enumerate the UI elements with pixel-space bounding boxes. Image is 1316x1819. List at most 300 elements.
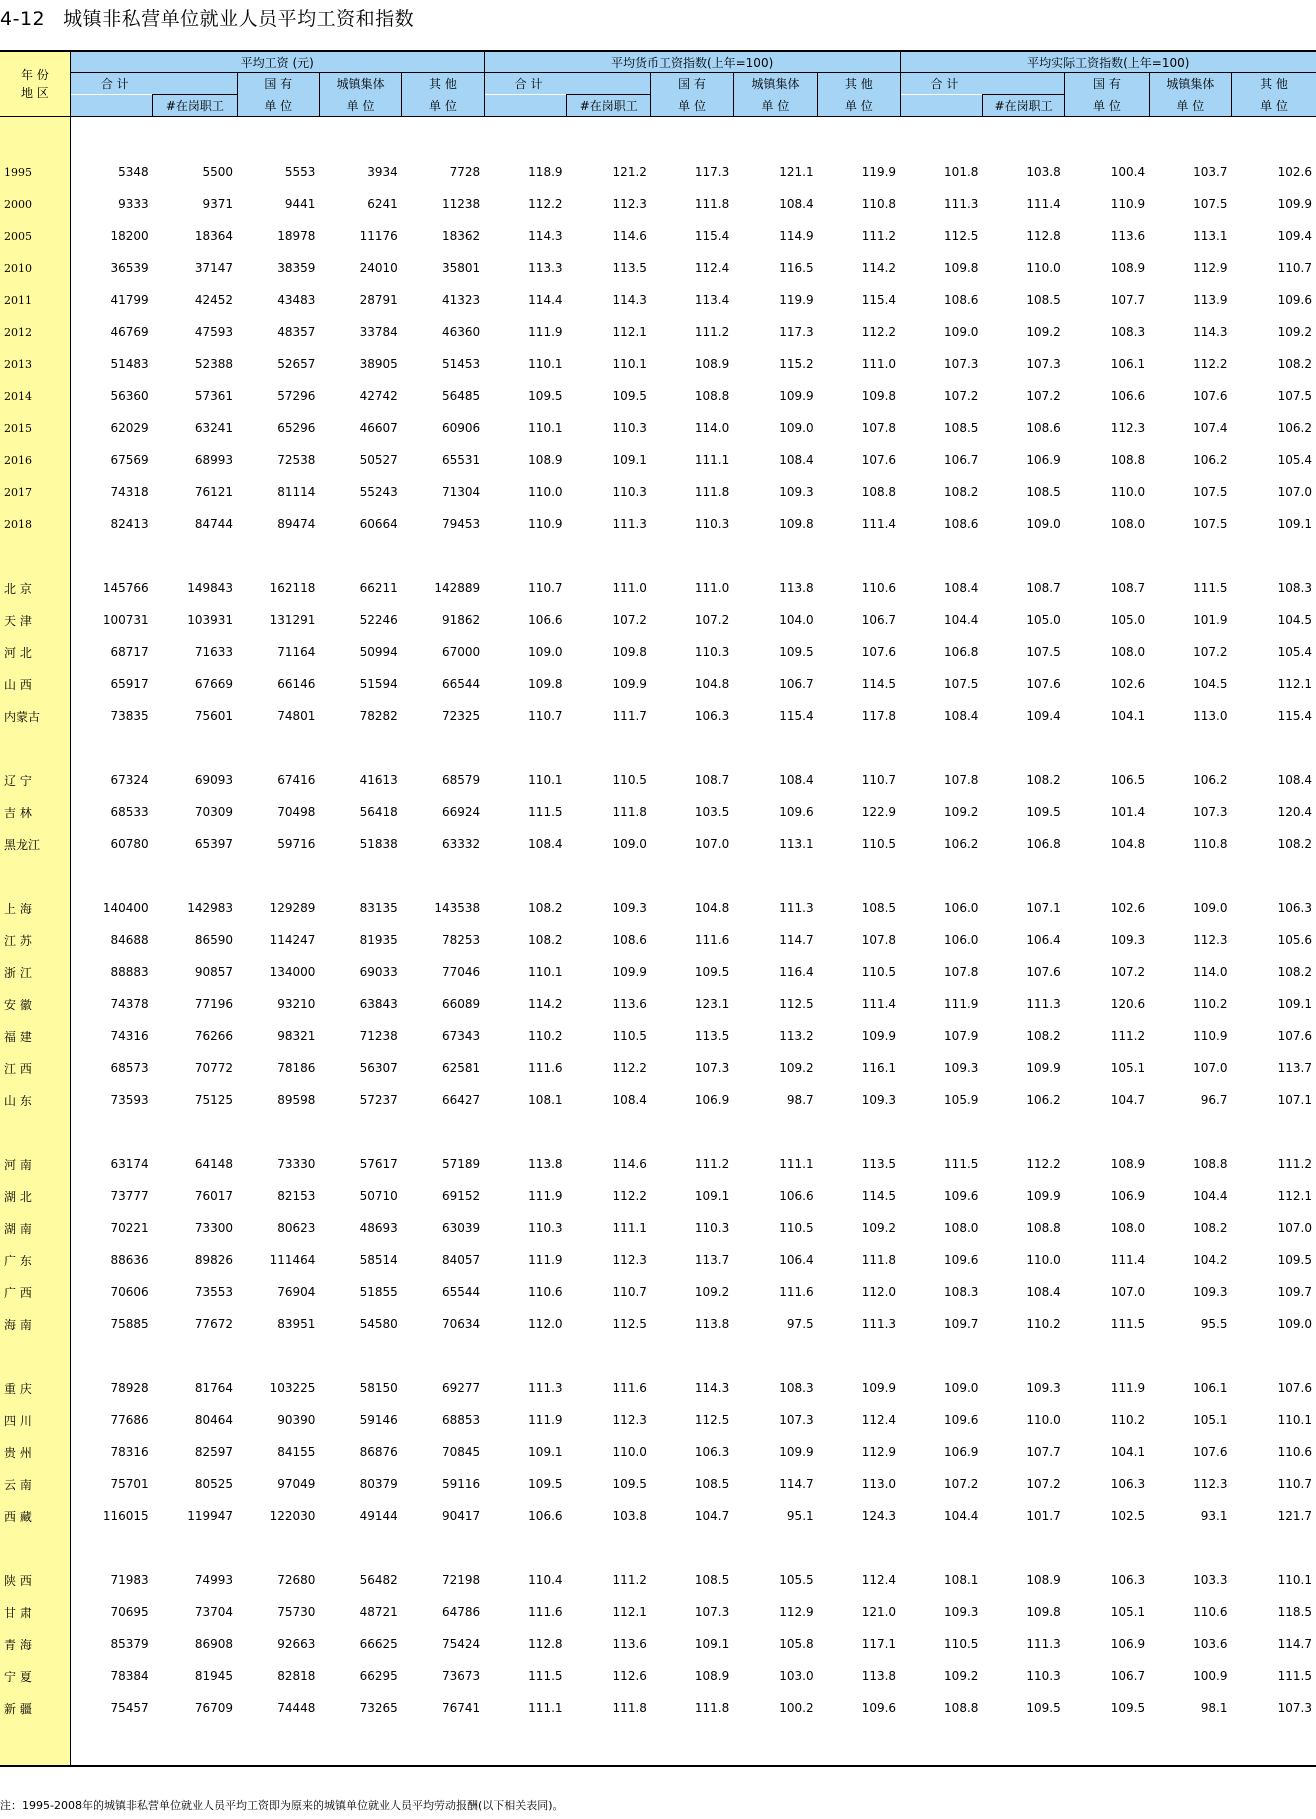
table-cell: 100.2 [779, 1701, 814, 1715]
table-cell: 59146 [359, 1413, 398, 1427]
table-cell: 113.1 [779, 837, 814, 851]
table-cell: 108.6 [944, 517, 979, 531]
table-cell: 109.6 [944, 1253, 979, 1267]
table-top-spacer [0, 117, 1316, 157]
table-cell: 112.1 [612, 1605, 647, 1619]
table-cell: 83135 [359, 901, 398, 915]
table-cell: 80464 [194, 1413, 234, 1427]
table-row [0, 508, 1316, 540]
table-cell: 103.8 [1026, 165, 1061, 179]
table-row [0, 1308, 1316, 1340]
group-separator [0, 540, 1316, 572]
table-cell: 109.8 [779, 517, 814, 531]
table-cell: 112.2 [612, 1189, 647, 1203]
table-cell: 104.7 [694, 1509, 730, 1523]
table-cell: 76017 [194, 1189, 234, 1203]
table-cell: 107.3 [1277, 1701, 1312, 1715]
table-cell: 58514 [359, 1253, 398, 1267]
table-cell: 78253 [441, 933, 481, 947]
table-cell: 109.9 [612, 677, 647, 691]
table-cell: 104.4 [944, 613, 979, 627]
table-cell: 108.9 [1110, 261, 1146, 275]
table-cell: 11176 [359, 229, 398, 243]
row-label: 广 东 [0, 1244, 70, 1276]
table-cell: 106.0 [944, 933, 979, 947]
table-cell: 74318 [110, 485, 149, 499]
table-cell: 82153 [277, 1189, 316, 1203]
table-cell: 113.6 [1110, 229, 1146, 243]
table-cell: 78316 [110, 1445, 149, 1459]
row-label: 山 西 [0, 668, 70, 700]
table-cell: 145766 [102, 581, 149, 595]
table-cell: 97049 [277, 1477, 316, 1491]
table-cell: 110.7 [528, 581, 563, 595]
row-label: 青 海 [0, 1628, 70, 1660]
table-cell: 66089 [441, 997, 481, 1011]
table-cell: 63039 [441, 1221, 481, 1235]
table-cell: 73593 [110, 1093, 149, 1107]
table-cell: 121.7 [1277, 1509, 1312, 1523]
row-label: 福 建 [0, 1020, 70, 1052]
table-cell: 109.1 [694, 1189, 730, 1203]
table-cell: 108.4 [528, 837, 563, 851]
table-cell: 80525 [194, 1477, 234, 1491]
table-cell: 9333 [118, 197, 149, 211]
table-cell: 105.4 [1277, 453, 1312, 467]
table-cell: 115.2 [779, 357, 814, 371]
table-cell: 86908 [194, 1637, 234, 1651]
table-row [0, 1564, 1316, 1596]
table-cell: 104.4 [1193, 1189, 1228, 1203]
table-cell: 75125 [194, 1093, 234, 1107]
row-label: 2005 [0, 220, 70, 252]
table-cell: 113.4 [694, 293, 730, 307]
avg-wage-group-header: 平均工资 (元) [70, 51, 484, 73]
table-cell: 108.2 [1026, 773, 1061, 787]
table-cell: 113.8 [528, 1157, 563, 1171]
table-cell: 108.4 [944, 581, 979, 595]
table-cell: 51838 [359, 837, 398, 851]
table-cell: 111.3 [861, 1317, 897, 1331]
table-cell: 110.5 [861, 837, 897, 851]
table-row [0, 1148, 1316, 1180]
table-cell: 110.7 [1277, 261, 1312, 275]
table-cell: 66924 [441, 805, 481, 819]
table-cell: 129289 [269, 901, 316, 915]
table-cell: 108.5 [694, 1477, 730, 1491]
table-cell: 110.0 [1026, 1413, 1061, 1427]
table-cell: 109.9 [612, 965, 647, 979]
table-cell: 108.4 [944, 709, 979, 723]
table-cell: 114.4 [528, 293, 563, 307]
table-cell: 74801 [277, 709, 316, 723]
table-cell: 110.3 [694, 517, 730, 531]
table-cell: 107.3 [694, 1061, 730, 1075]
table-cell: 51483 [110, 357, 149, 371]
table-cell: 84744 [194, 517, 234, 531]
table-row [0, 796, 1316, 828]
table-cell: 108.2 [1026, 1029, 1061, 1043]
table-cell: 108.2 [528, 933, 563, 947]
table-cell: 104.1 [1110, 1445, 1146, 1459]
table-cell: 110.3 [694, 1221, 730, 1235]
table-cell: 111.2 [694, 325, 730, 339]
table-cell: 110.3 [1026, 1669, 1061, 1683]
table-cell: 112.3 [612, 1413, 647, 1427]
table-cell: 90417 [441, 1509, 481, 1523]
avg-wage-state-header: 国 有 [237, 73, 319, 95]
table-cell: 95.5 [1200, 1317, 1228, 1331]
table-cell: 90390 [277, 1413, 316, 1427]
table-cell: 111.3 [779, 901, 814, 915]
table-cell: 38905 [359, 357, 398, 371]
table-cell: 110.2 [528, 1029, 563, 1043]
table-cell: 110.5 [612, 773, 647, 787]
row-label: 陕 西 [0, 1564, 70, 1596]
table-cell: 108.8 [1110, 453, 1146, 467]
table-cell: 81114 [277, 485, 316, 499]
table-cell: 112.6 [612, 1669, 647, 1683]
table-cell: 79453 [441, 517, 481, 531]
table-row [0, 380, 1316, 412]
table-cell: 101.4 [1110, 805, 1146, 819]
table-cell: 68993 [194, 453, 234, 467]
table-cell: 106.9 [1026, 453, 1061, 467]
table-cell: 107.0 [694, 837, 730, 851]
table-cell: 108.2 [1277, 965, 1312, 979]
table-cell: 111.6 [694, 933, 730, 947]
table-cell: 109.5 [528, 1477, 563, 1491]
table-cell: 108.7 [1110, 581, 1146, 595]
table-cell: 112.0 [528, 1317, 563, 1331]
table-cell: 112.0 [861, 1285, 897, 1299]
table-cell: 114.2 [528, 997, 563, 1011]
real-index-group-header: 平均实际工资指数(上年=100) [900, 51, 1316, 73]
table-cell: 76904 [277, 1285, 316, 1299]
table-cell: 63174 [110, 1157, 149, 1171]
table-row [0, 348, 1316, 380]
table-cell: 111.7 [612, 709, 647, 723]
table-cell: 110.5 [612, 1029, 647, 1043]
table-cell: 112.2 [1193, 357, 1228, 371]
table-cell: 105.4 [1277, 645, 1312, 659]
table-cell: 107.6 [1277, 1381, 1312, 1395]
table-cell: 70606 [110, 1285, 149, 1299]
table-cell: 65531 [441, 453, 481, 467]
table-cell: 60664 [359, 517, 398, 531]
table-cell: 123.1 [694, 997, 730, 1011]
group-separator [0, 1532, 1316, 1564]
table-cell: 89474 [277, 517, 316, 531]
table-row [0, 1692, 1316, 1724]
table-cell: 109.6 [1277, 293, 1312, 307]
table-cell: 107.2 [944, 389, 979, 403]
table-cell: 46360 [441, 325, 481, 339]
table-cell: 111.8 [861, 1253, 897, 1267]
table-cell: 111.1 [612, 1221, 647, 1235]
table-cell: 109.5 [694, 965, 730, 979]
table-cell: 120.6 [1110, 997, 1146, 1011]
table-cell: 65296 [277, 421, 316, 435]
table-cell: 109.7 [1277, 1285, 1312, 1299]
table-cell: 107.5 [1277, 389, 1312, 403]
table-cell: 142889 [434, 581, 481, 595]
table-cell: 106.4 [1026, 933, 1061, 947]
table-cell: 107.1 [1277, 1093, 1312, 1107]
table-cell: 73553 [194, 1285, 234, 1299]
row-label: 2000 [0, 188, 70, 220]
table-cell: 42742 [359, 389, 398, 403]
table-cell: 50710 [359, 1189, 398, 1203]
row-label: 安 徽 [0, 988, 70, 1020]
table-cell: 108.6 [944, 293, 979, 307]
table-cell: 50994 [359, 645, 398, 659]
table-cell: 88636 [110, 1253, 149, 1267]
table-cell: 71983 [110, 1573, 149, 1587]
table-cell: 110.3 [612, 421, 647, 435]
table-cell: 109.1 [1277, 997, 1312, 1011]
table-cell: 110.5 [861, 965, 897, 979]
table-cell: 113.2 [779, 1029, 814, 1043]
table-cell: 51453 [441, 357, 481, 371]
table-cell: 112.9 [861, 1445, 897, 1459]
table-cell: 66427 [441, 1093, 481, 1107]
table-cell: 88883 [110, 965, 149, 979]
table-cell: 108.4 [612, 1093, 647, 1107]
table-cell: 109.2 [1277, 325, 1312, 339]
table-cell: 106.2 [1026, 1093, 1061, 1107]
table-cell: 73330 [277, 1157, 316, 1171]
table-cell: 108.2 [1277, 837, 1312, 851]
table-cell: 110.1 [528, 965, 563, 979]
table-cell: 63843 [359, 997, 398, 1011]
table-cell: 106.7 [779, 677, 814, 691]
table-cell: 65917 [110, 677, 149, 691]
table-row [0, 1244, 1316, 1276]
table-cell: 56307 [359, 1061, 398, 1075]
table-row [0, 316, 1316, 348]
table-cell: 111.8 [694, 485, 730, 499]
header-row-1 [0, 51, 1316, 73]
nominal-other-header: 其 他 [818, 73, 900, 95]
table-row [0, 764, 1316, 796]
avg-wage-collective-header: 城镇集体 [319, 73, 401, 95]
table-cell: 111.4 [1110, 1253, 1146, 1267]
table-cell: 106.6 [528, 613, 563, 627]
table-cell: 109.9 [861, 1029, 897, 1043]
table-cell: 69152 [441, 1189, 481, 1203]
table-cell: 109.0 [944, 1381, 979, 1395]
table-cell: 107.0 [1277, 1221, 1312, 1235]
table-cell: 107.0 [1110, 1285, 1146, 1299]
table-cell: 41613 [359, 773, 398, 787]
table-cell: 108.1 [528, 1093, 563, 1107]
table-cell: 106.3 [1277, 901, 1312, 915]
table-cell: 111.3 [528, 1381, 563, 1395]
table-cell: 108.3 [779, 1381, 814, 1395]
table-cell: 106.3 [694, 1445, 730, 1459]
table-cell: 106.0 [944, 901, 979, 915]
table-cell: 113.5 [612, 261, 647, 275]
table-row [0, 1468, 1316, 1500]
table-cell: 73673 [441, 1669, 481, 1683]
row-label: 2011 [0, 284, 70, 316]
table-cell: 107.6 [1193, 1445, 1228, 1459]
table-cell: 111.2 [612, 1573, 647, 1587]
table-cell: 108.4 [779, 453, 814, 467]
table-cell: 110.1 [1277, 1413, 1312, 1427]
table-cell: 111.6 [779, 1285, 814, 1299]
table-cell: 84155 [277, 1445, 316, 1459]
table-cell: 114.7 [779, 933, 814, 947]
table-cell: 113.5 [694, 1029, 730, 1043]
table-cell: 104.0 [779, 613, 814, 627]
real-incumbent-header: #在岗职工 [982, 95, 1064, 117]
table-cell: 110.2 [1110, 1413, 1146, 1427]
table-cell: 73835 [110, 709, 149, 723]
table-cell: 65397 [194, 837, 234, 851]
table-cell: 77046 [441, 965, 481, 979]
table-cell: 110.6 [1193, 1605, 1228, 1619]
table-cell: 107.0 [1193, 1061, 1228, 1075]
table-cell: 104.7 [1110, 1093, 1146, 1107]
table-cell: 111.5 [1277, 1669, 1312, 1683]
table-cell: 18978 [277, 229, 316, 243]
table-row [0, 636, 1316, 668]
table-cell: 98321 [277, 1029, 316, 1043]
table-cell: 109.8 [528, 677, 563, 691]
table-cell: 112.4 [861, 1413, 897, 1427]
table-cell: 107.5 [1193, 517, 1228, 531]
table-cell: 112.2 [861, 325, 897, 339]
table-cell: 107.6 [861, 645, 897, 659]
table-cell: 105.5 [779, 1573, 814, 1587]
table-cell: 108.4 [1026, 1285, 1061, 1299]
table-cell: 113.0 [1193, 709, 1228, 723]
table-cell: 112.5 [944, 229, 979, 243]
table-cell: 108.5 [944, 421, 979, 435]
table-cell: 51855 [359, 1285, 398, 1299]
table-cell: 111.4 [861, 997, 897, 1011]
row-label: 云 南 [0, 1468, 70, 1500]
table-cell: 106.2 [944, 837, 979, 851]
table-cell: 110.0 [528, 485, 563, 499]
table-row [0, 412, 1316, 444]
table-cell: 82818 [277, 1669, 316, 1683]
table-cell: 66625 [359, 1637, 398, 1651]
table-cell: 109.2 [1026, 325, 1061, 339]
table-cell: 111.0 [861, 357, 897, 371]
row-label: 四 川 [0, 1404, 70, 1436]
table-cell: 105.9 [944, 1093, 979, 1107]
table-cell: 106.2 [1277, 421, 1312, 435]
table-cell: 86876 [359, 1445, 398, 1459]
table-cell: 73265 [359, 1701, 398, 1715]
table-cell: 106.6 [1110, 389, 1146, 403]
table-cell: 91862 [441, 613, 481, 627]
table-cell: 109.5 [1026, 1701, 1061, 1715]
table-cell: 112.3 [1193, 933, 1228, 947]
table-row [0, 156, 1316, 188]
table-cell: 115.4 [779, 709, 814, 723]
table-cell: 106.7 [861, 613, 897, 627]
table-cell: 36539 [110, 261, 149, 275]
table-cell: 112.4 [694, 261, 730, 275]
table-cell: 107.5 [1026, 645, 1061, 659]
table-cell: 107.2 [944, 1477, 979, 1491]
table-cell: 108.9 [694, 1669, 730, 1683]
table-cell: 111.5 [1110, 1317, 1146, 1331]
table-cell: 118.5 [1277, 1605, 1312, 1619]
row-label: 江 苏 [0, 924, 70, 956]
table-cell: 68533 [110, 805, 149, 819]
table-cell: 101.8 [944, 165, 979, 179]
table-cell: 109.8 [861, 389, 897, 403]
table-cell: 108.2 [944, 485, 979, 499]
table-cell: 104.8 [1110, 837, 1146, 851]
table-cell: 109.5 [1026, 805, 1061, 819]
table-cell: 108.5 [694, 1573, 730, 1587]
table-cell: 113.9 [1193, 293, 1228, 307]
table-cell: 111.4 [1026, 197, 1061, 211]
table-cell: 109.0 [1193, 901, 1228, 915]
table-cell: 143538 [434, 901, 481, 915]
row-label: 2015 [0, 412, 70, 444]
table-cell: 109.7 [944, 1317, 979, 1331]
table-cell: 107.3 [779, 1413, 814, 1427]
table-cell: 77196 [194, 997, 234, 1011]
table-cell: 111.5 [944, 1157, 979, 1171]
table-cell: 109.3 [1193, 1285, 1228, 1299]
table-row [0, 1020, 1316, 1052]
table-cell: 104.5 [1193, 677, 1228, 691]
table-cell: 70498 [277, 805, 316, 819]
table-cell: 110.5 [779, 1221, 814, 1235]
table-cell: 108.9 [1110, 1157, 1146, 1171]
table-cell: 18200 [110, 229, 149, 243]
row-label: 新 疆 [0, 1692, 70, 1724]
table-cell: 70309 [194, 805, 234, 819]
table-cell: 114.6 [612, 229, 647, 243]
table-cell: 48357 [277, 325, 316, 339]
table-cell: 106.9 [1110, 1189, 1146, 1203]
table-cell: 109.9 [1026, 1061, 1061, 1075]
table-cell: 112.2 [528, 197, 563, 211]
table-cell: 111.1 [528, 1701, 563, 1715]
table-cell: 106.5 [1110, 773, 1146, 787]
table-cell: 80623 [277, 1221, 316, 1235]
row-label: 1995 [0, 156, 70, 188]
table-cell: 111.8 [694, 197, 730, 211]
table-cell: 109.6 [779, 805, 814, 819]
table-cell: 108.2 [1277, 357, 1312, 371]
table-cell: 64786 [441, 1605, 481, 1619]
table-cell: 56482 [359, 1573, 398, 1587]
table-cell: 106.6 [779, 1189, 814, 1203]
table-cell: 74448 [277, 1701, 316, 1715]
table-cell: 103225 [269, 1381, 316, 1395]
table-cell: 103.6 [1193, 1637, 1228, 1651]
table-cell: 35801 [441, 261, 481, 275]
table-cell: 111.2 [694, 1157, 730, 1171]
table-cell: 109.1 [1277, 517, 1312, 531]
table-cell: 107.7 [1110, 293, 1146, 307]
table-cell: 117.3 [694, 165, 730, 179]
table-cell: 103.0 [779, 1669, 814, 1683]
table-cell: 108.7 [694, 773, 730, 787]
table-cell: 66146 [277, 677, 316, 691]
table-cell: 115.4 [861, 293, 897, 307]
